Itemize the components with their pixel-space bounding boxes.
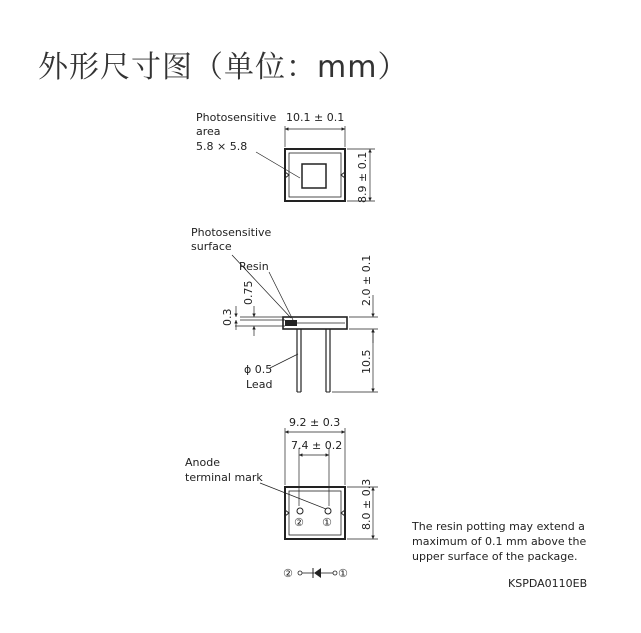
pin2-label: ② xyxy=(294,516,304,529)
label-lead: Lead xyxy=(246,378,273,391)
pin1-label: ① xyxy=(322,516,332,529)
photosensitive-area xyxy=(302,164,326,188)
label-lead-diameter: ϕ 0.5 xyxy=(244,363,273,376)
label-resin: Resin xyxy=(239,260,269,273)
schematic-pin1: ① xyxy=(338,567,348,580)
resin-block xyxy=(285,320,297,326)
note-line-3: upper surface of the package. xyxy=(412,550,578,563)
diode-schematic xyxy=(298,568,337,578)
dim-top-height: 8.9 ± 0.1 xyxy=(356,151,369,203)
label-anode-2: terminal mark xyxy=(185,471,263,484)
label-photosensitive-surface-1: Photosensitive xyxy=(191,226,272,239)
package-outline-bottom xyxy=(285,487,345,539)
label-anode-1: Anode xyxy=(185,456,220,469)
note-line-2: maximum of 0.1 mm above the xyxy=(412,535,587,548)
label-photosensitive-surface-2: surface xyxy=(191,240,232,253)
dim-bottom-outer-width: 9.2 ± 0.3 xyxy=(289,416,341,429)
dim-075: 0.75 xyxy=(242,280,255,305)
package-outline xyxy=(285,149,345,201)
dim-lead-length: 10.5 xyxy=(360,349,373,374)
dim-top-width: 10.1 ± 0.1 xyxy=(286,111,345,124)
dim-03: 0.3 xyxy=(221,308,234,326)
document-code: KSPDA0110EB xyxy=(508,577,588,590)
schematic-pin2: ② xyxy=(283,567,293,580)
dim-bottom-height: 8.0 ± 0.3 xyxy=(360,478,373,530)
package-inner-outline xyxy=(289,153,341,197)
dim-thickness: 2.0 ± 0.1 xyxy=(360,254,373,306)
pin2-pad xyxy=(297,508,303,514)
note-line-1: The resin potting may extend a xyxy=(412,520,585,533)
label-photosensitive-area-1: Photosensitive xyxy=(196,111,277,124)
dim-bottom-inner-width: 7.4 ± 0.2 xyxy=(291,439,343,452)
label-photosensitive-area-2: area xyxy=(196,125,221,138)
label-photosensitive-area-size: 5.8 × 5.8 xyxy=(196,140,248,153)
potting-note xyxy=(412,519,612,564)
page-title: 外形尺寸图（单位：mm） xyxy=(38,50,409,85)
